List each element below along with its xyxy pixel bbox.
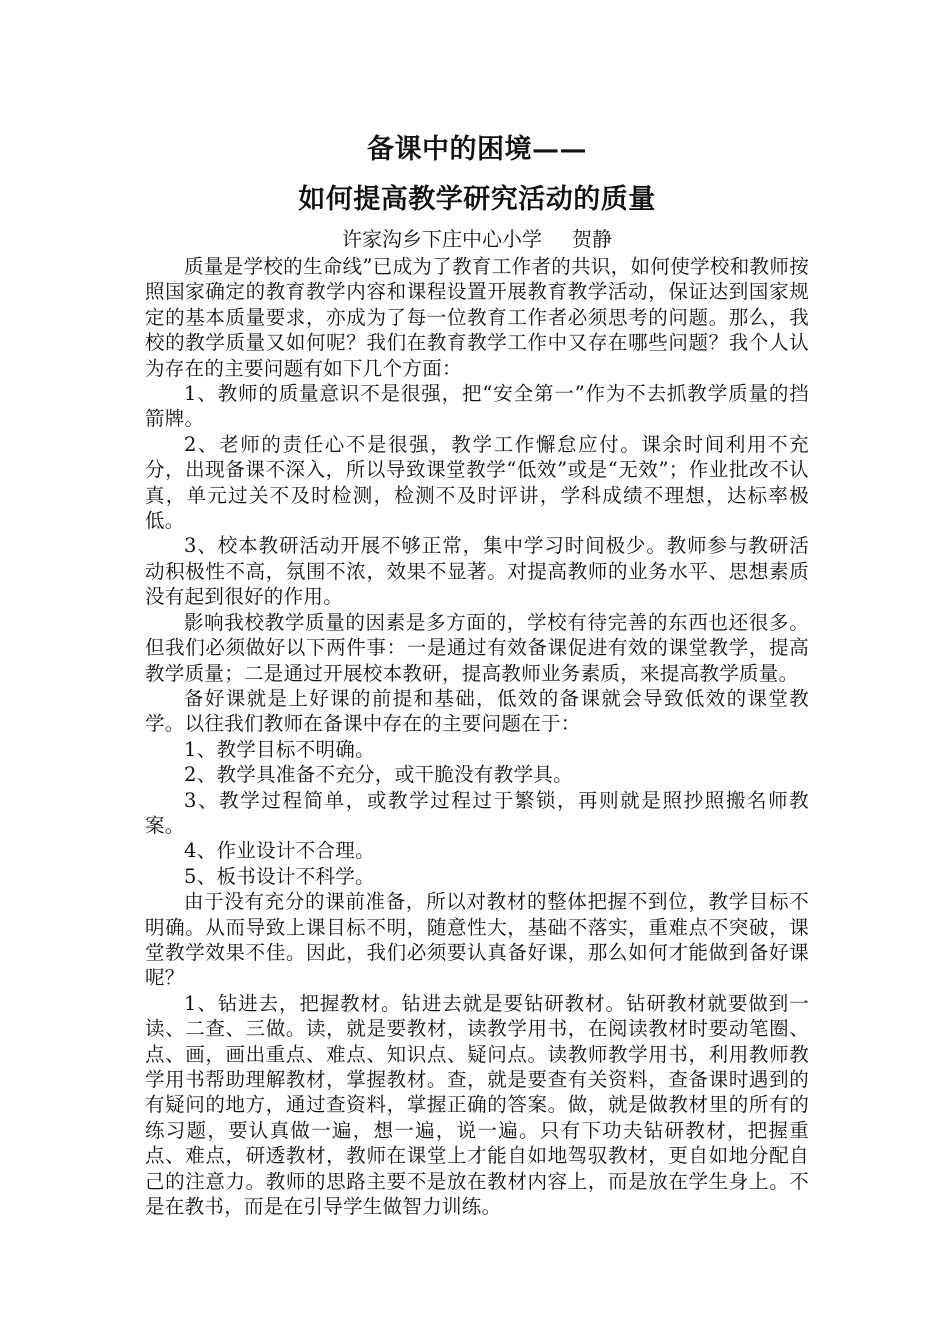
paragraph: 3、校本教研活动开展不够正常，集中学习时间极少。教师参与教研活动积极性不高，氛围不浓，效果不显著。对提高教师的业务水平、思想素质没有起到很好的作用。 bbox=[145, 534, 809, 609]
paragraph: 2、老师的责任心不是很强，教学工作懈怠应付。课余时间利用不充分，出现备课不深入，所以导致课堂教学“低效”或是“无效”；作业批改不认真，单元过关不及时检测，检测不及时评讲，学科成绩不理想，达标率极低。 bbox=[145, 432, 809, 533]
paragraph: 影响我校教学质量的因素是多方面的，学校有待完善的东西也还很多。但我们必须做好以下两件事：一是通过有效备课促进有效的课堂教学，提高教学质量；二是通过开展校本教研，提高教师业务素质，来提高教学质量。 bbox=[145, 610, 809, 685]
paragraph: 备好课就是上好课的前提和基础，低效的备课就会导致低效的课堂教学。以往我们教师在备课中存在的主要问题在于： bbox=[145, 686, 809, 736]
paragraph: 质量是学校的生命线”已成为了教育工作者的共识，如何使学校和教师按照国家确定的教育教学内容和课程设置开展教育教学活动，保证达到国家规定的基本质量要求，亦成为了每一位教育工作者必须思考的问题。那么，我校的教学质量又如何呢？我们在教育教学工作中又存在哪些问题？我个人认为存在的主要问题有如下几个方面： bbox=[145, 255, 809, 380]
document-title-line2: 如何提高教学研究活动的质量 bbox=[298, 184, 656, 215]
paragraph: 由于没有充分的课前准备，所以对教材的整体把握不到位，教学目标不明确。从而导致上课目标不明，随意性大，基础不落实，重难点不突破，课堂教学效果不佳。因此，我们必须要认真备好课，那么如何才能做到备好课呢？ bbox=[145, 890, 809, 990]
list-item: 2、教学具准备不充分，或干脆没有教学具。 bbox=[184, 763, 573, 787]
document-body bbox=[145, 254, 809, 1219]
document-title-line1: 备课中的困境—— bbox=[367, 134, 587, 165]
list-item: 1、教学目标不明确。 bbox=[184, 737, 375, 761]
author-line bbox=[145, 224, 809, 254]
document-page bbox=[145, 128, 809, 1219]
list-item: 4、作业设计不合理。 bbox=[184, 839, 375, 863]
author-name: 贺静 bbox=[572, 227, 612, 251]
list-item: 5、板书设计不科学。 bbox=[184, 864, 375, 888]
list-item: 3、教学过程简单，或教学过程过于繁锁，再则就是照抄照搬名师教案。 bbox=[145, 788, 809, 837]
paragraph: 1、教师的质量意识不是很强，把“安全第一”作为不去抓教学质量的挡箭牌。 bbox=[145, 382, 809, 431]
paragraph: 1、钻进去，把握教材。钻进去就是要钻研教材。钻研教材就要做到一读、二查、三做。读，就是要教材，读教学用书，在阅读教材时要动笔圈、点、画，画出重点、难点、知识点、疑问点。读教师教学用书，利用教师教学用书帮助理解教材，掌握教材。查，就是要查有关资料，查备课时遇到的有疑问的地方，通过查资料，掌握正确的答案。做，就是做教材里的所有的练习题，要认真做一遍，想一遍，说一遍。只有下功夫钻研教材，把握重点、难点，研透教材，教师在课堂上才能自如地驾驭教材，更自如地分配自己的注意力。教师的思路主要不是放在教材内容上，而是放在学生身上。不是在教书，而是在引导学生做智力训练。 bbox=[145, 991, 809, 1219]
author-school: 许家沟乡下庄中心小学 bbox=[342, 227, 542, 251]
